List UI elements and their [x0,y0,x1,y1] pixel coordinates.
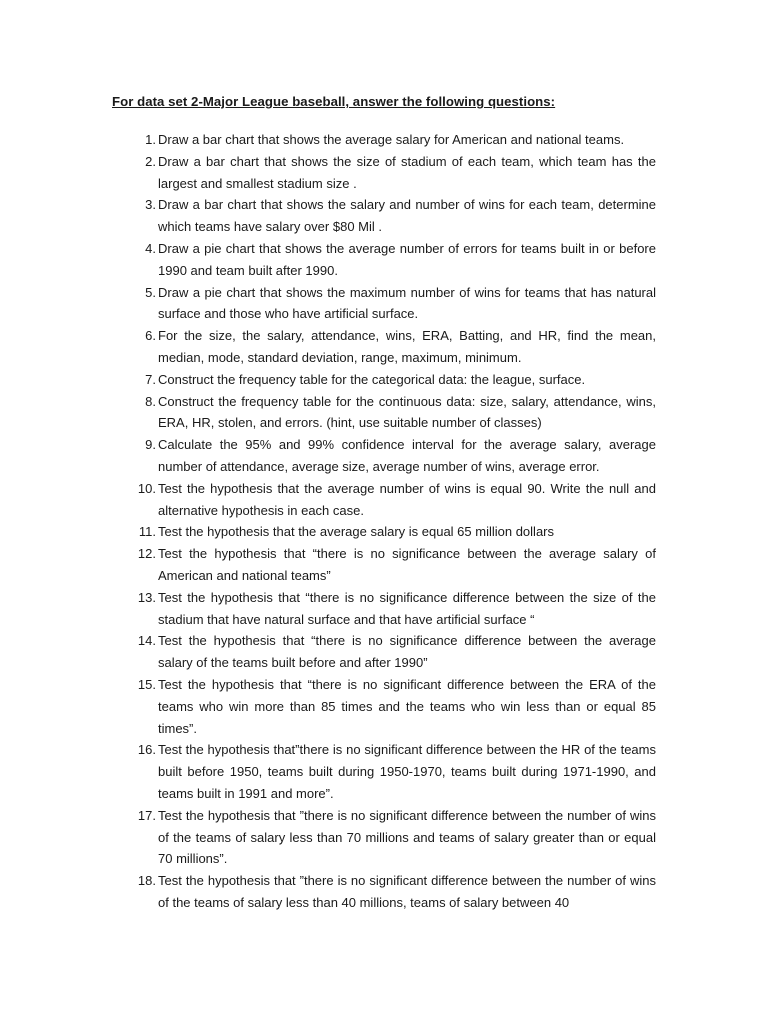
question-item [112,674,656,739]
question-text: Calculate the 95% and 99% confidence interval for the average salary, average number of attendance, average size, average number of wins, average error. [158,437,656,474]
question-item [112,151,656,195]
question-number: 17. [137,807,156,823]
question-item [112,805,656,870]
question-item [112,282,656,326]
question-number: 8. [145,393,156,409]
question-item [112,369,656,391]
question-number: 7. [145,371,156,387]
question-item [112,630,656,674]
question-text: Test the hypothesis that “there is no significance between the average salary of American and national teams” [158,546,656,583]
question-number: 9. [145,437,156,453]
question-text: Test the hypothesis that ”there is no significant difference between the number of wins of the teams of salary less than 40 millions, teams of salary between 40 [158,873,656,910]
question-text: Test the hypothesis that the average number of wins is equal 90. Write the null and alternative hypothesis in each case. [158,480,656,518]
question-item [112,521,656,543]
question-text: Draw a bar chart that shows the salary and number of wins for each team, determine which teams have salary over $80 Mil . [158,197,656,235]
question-text: Draw a bar chart that shows the size of stadium of each team, which team has the largest and smallest stadium size . [158,153,656,191]
question-item [112,129,656,151]
question-item [112,238,656,282]
question-text: Draw a bar chart that shows the average salary for American and national teams. [158,132,625,147]
question-item [112,587,656,631]
question-item [112,739,656,804]
question-number: 5. [145,284,156,300]
question-number: 10. [137,480,156,496]
question-text: Test the hypothesis that “there is no significance difference between the average salary of the teams built before and after 1990” [158,633,656,671]
question-number: 16. [137,742,156,758]
question-item [112,325,656,369]
question-number: 13. [137,589,156,605]
question-text: Test the hypothesis that “there is no significant difference between the ERA of the teams who win more than 85 times and the teams who win less than or equal 85 times”. [158,676,656,736]
question-number: 14. [137,633,156,649]
question-item [112,870,656,914]
question-number: 12. [137,546,156,562]
question-text: Test the hypothesis that “there is no significance difference between the size of the stadium that have natural surface and that have artificial surface “ [158,589,656,627]
document-heading: For data set 2-Major League baseball, answer the following questions: [112,94,556,109]
question-list [112,129,656,914]
question-number: 6. [145,328,156,344]
question-text: Construct the frequency table for the categorical data: the league, surface. [158,371,586,387]
question-text: Construct the frequency table for the continuous data: size, salary, attendance, wins, ERA, HR, stolen, and errors. (hint, use suitable number of classes) [158,393,656,431]
question-number: 1. [145,132,156,147]
question-item [112,543,656,587]
question-text: Test the hypothesis that the average salary is equal 65 million dollars [158,524,554,540]
question-text: For the size, the salary, attendance, wins, ERA, Batting, and HR, find the mean, median, mode, standard deviation, range, maximum, minimum. [158,328,656,365]
question-item [112,434,656,478]
question-text: Draw a pie chart that shows the maximum number of wins for teams that has natural surface and those who have artificial surface. [158,284,656,322]
question-item [112,478,656,522]
question-text: Test the hypothesis that”there is no significant difference between the HR of the teams built before 1950, teams built during 1950-1970, teams built during 1971-1990, and teams built in 1991 and more”. [158,742,656,801]
question-number: 15. [137,676,156,692]
question-number: 4. [145,240,156,256]
question-number: 2. [145,153,156,169]
question-number: 18. [137,873,156,889]
question-item [112,391,656,435]
question-text: Draw a pie chart that shows the average number of errors for teams built in or before 1990 and team built after 1990. [158,240,656,278]
question-item [112,194,656,238]
question-number: 3. [145,197,156,213]
question-number: 11. [138,524,156,540]
question-text: Test the hypothesis that ”there is no significant difference between the number of wins of the teams of salary less than 70 millions and teams of salary greater than or equal 70 millions”. [158,807,656,867]
